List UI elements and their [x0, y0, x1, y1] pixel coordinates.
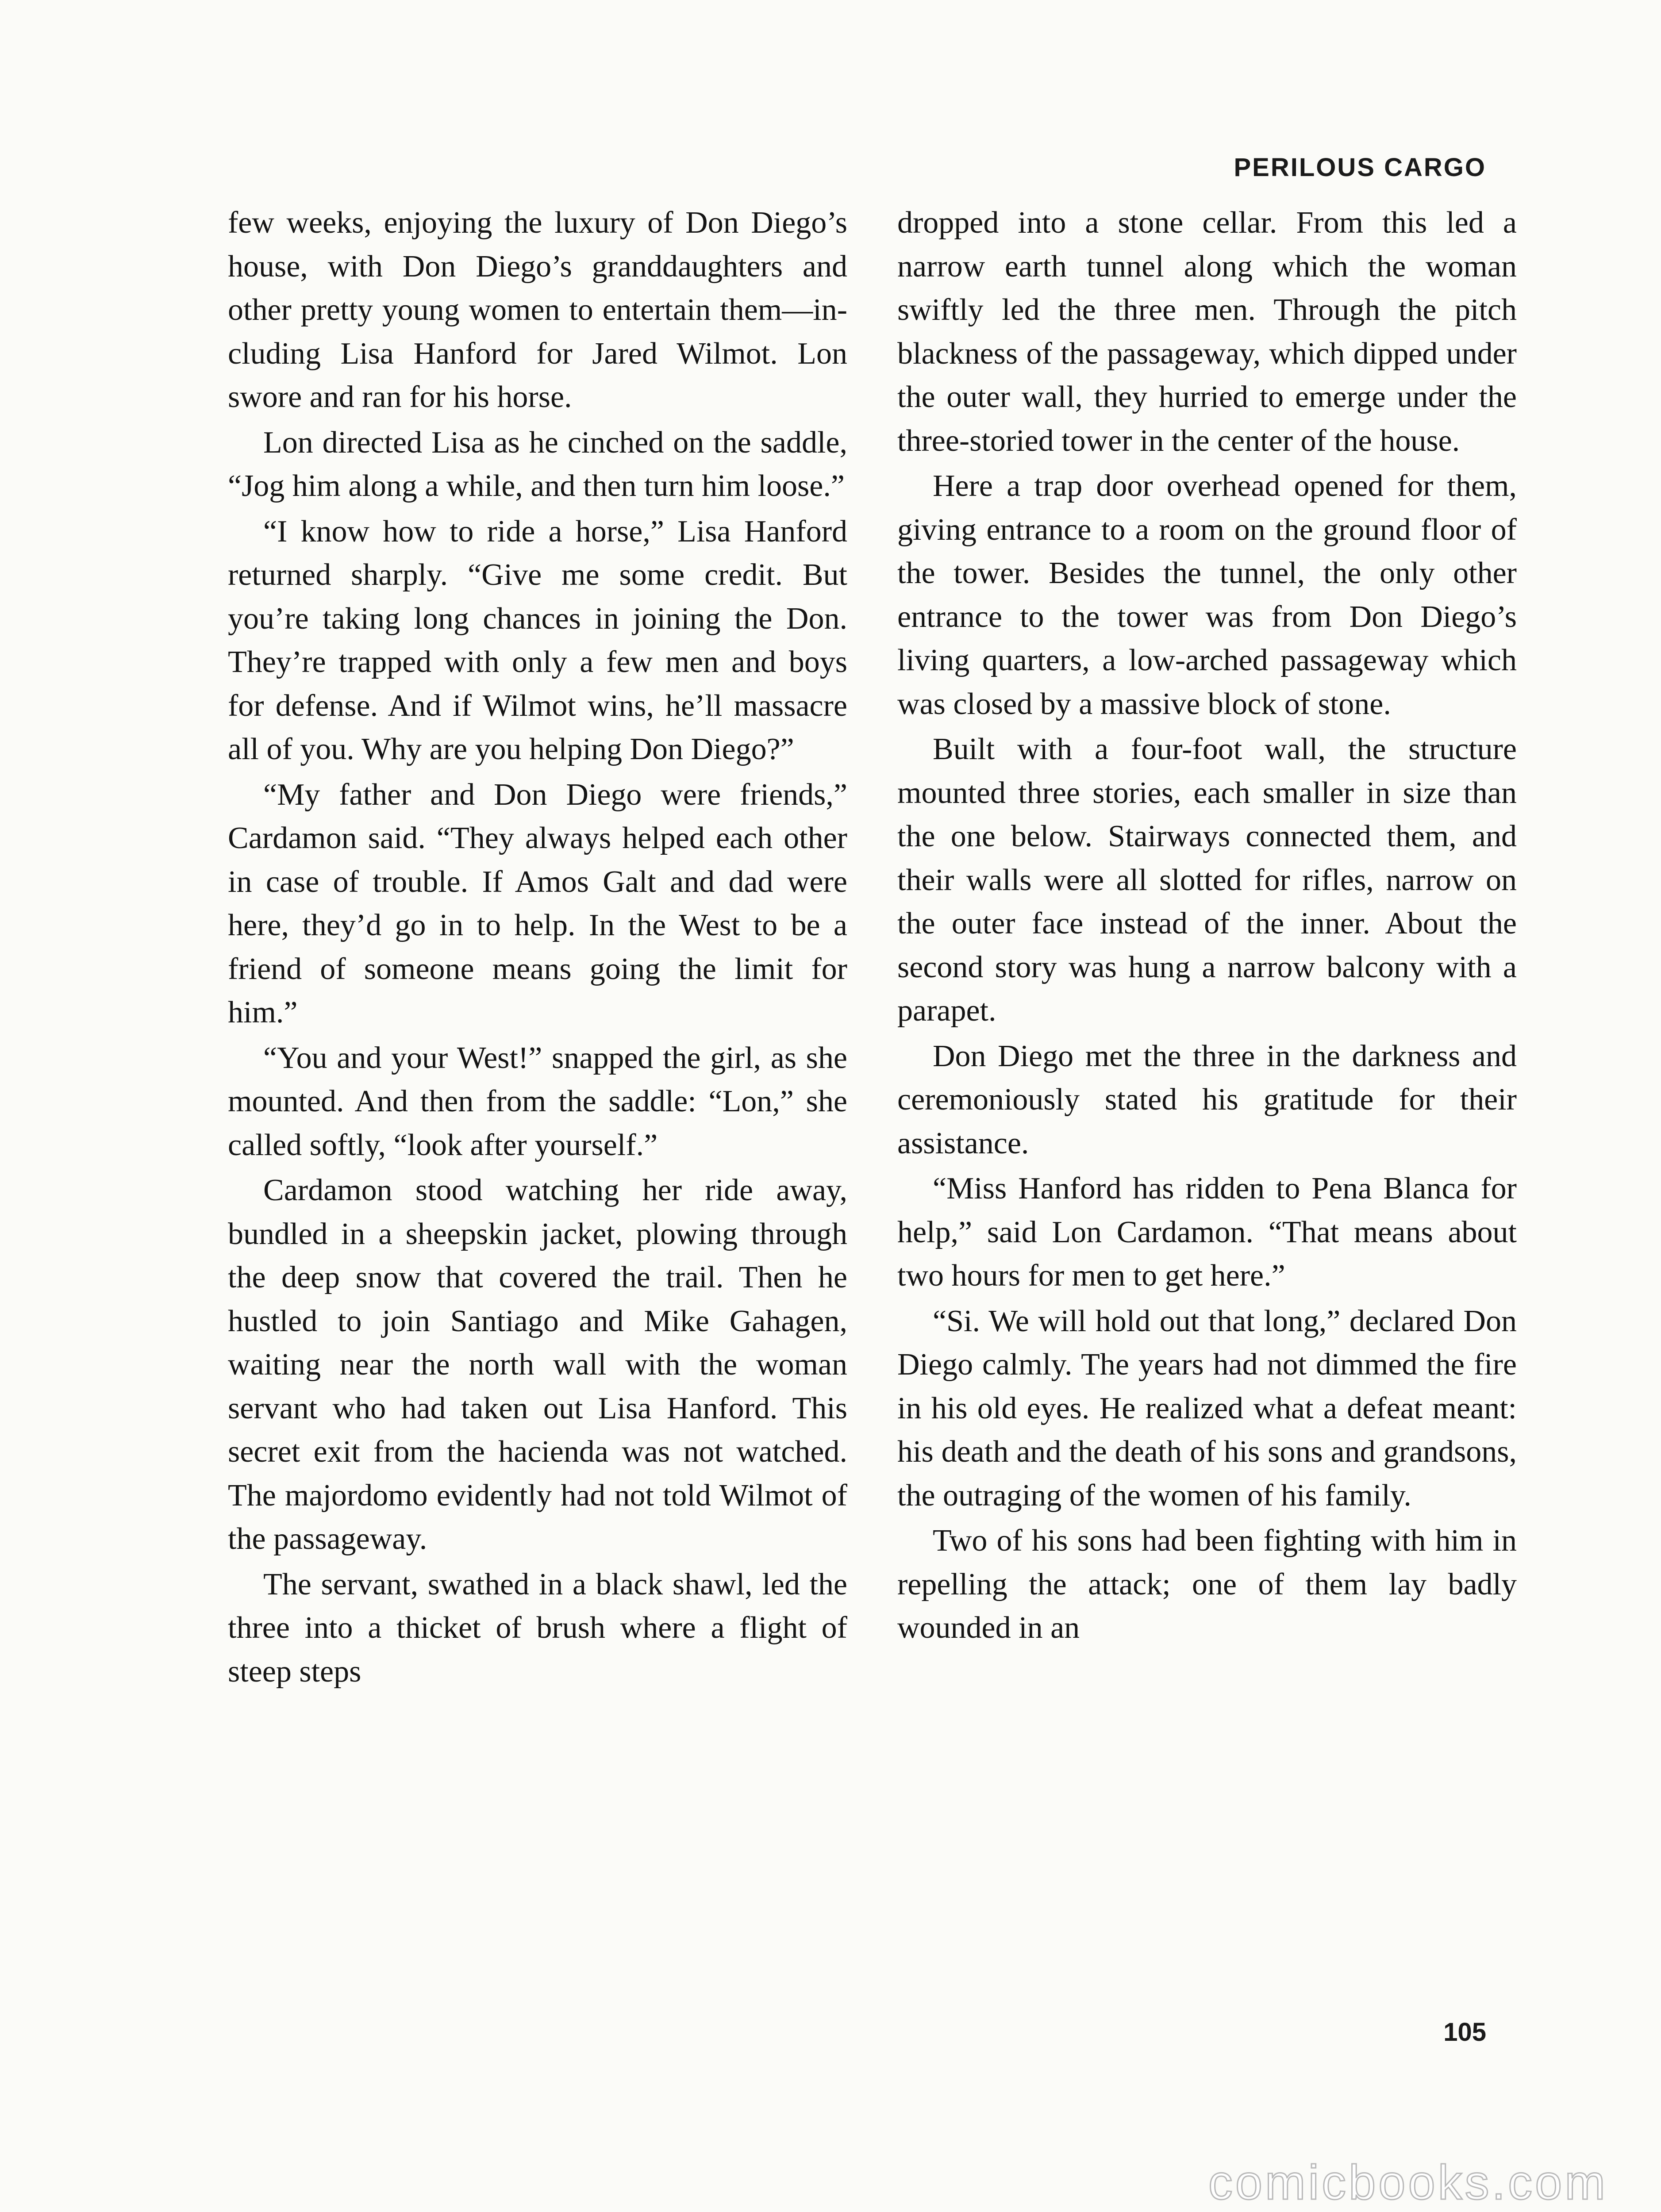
paragraph: “Si. We will hold out that long,” declared Don Diego calmly. The years had not dimmed the fire in his old eyes. He realized what a defeat meant: his death and the death of his sons and grandsons, the outraging of the women of his family.: [897, 1304, 1517, 1513]
paragraph: dropped into a stone cellar. From this led a narrow earth tunnel along which the woman swiftly led the three men. Through the pitch blackness of the passageway, which dipped under the outer wall, they hurried to emerge under the three-storied tower in the center of the house.: [897, 206, 1517, 458]
paragraph: “I know how to ride a horse,” Lisa Hanford returned sharply. “Give me some credit. But you’re taking long chances in joining the Don. They’re trapped with only a few men and boys for defense. And if Wilmot wins, he’ll massacre all of you. Why are you helping Don Diego?”: [228, 514, 847, 766]
paragraph: Here a trap door overhead opened for them, giving entrance to a room on the ground floor of the tower. Besides the tunnel, the only other entrance to the tower was from Don Diego’s living quarters, a low-arched passageway which was closed by a massive block of stone.: [897, 469, 1517, 721]
paragraph: “Miss Hanford has ridden to Pena Blanca for help,” said Lon Cardamon. “That means about two hours for men to get here.”: [897, 1171, 1517, 1293]
paragraph: “My father and Don Diego were friends,” Cardamon said. “They always helped each other in case of trouble. If Amos Galt and dad were here, they’d go in to help. In the West to be a friend of someone means going the limit for him.”: [228, 777, 847, 1029]
watermark: comicbooks.com: [1208, 2155, 1608, 2210]
paragraph: Cardamon stood watching her ride away, bundled in a sheepskin jacket, plowing through the deep snow that covered the trail. Then he hustled to join Santiago and Mike Gahagen, waiting near the north wall with the woman servant who had taken out Lisa Hanford. This secret exit from the hacienda was not watched. The majordomo evidently had not told Wilmot of the passageway.: [228, 1173, 847, 1556]
paragraph: Two of his sons had been fighting with him in repelling the attack; one of them lay badly wounded in an: [897, 1524, 1517, 1645]
paragraph: Lon directed Lisa as he cinched on the saddle, “Jog him along a while, and then turn him loose.”: [228, 425, 847, 503]
right-column: [897, 201, 1517, 1650]
page-number: 105: [1443, 2018, 1486, 2047]
paragraph: The servant, swathed in a black shawl, led the three into a thicket of brush where a flight of steep steps: [228, 1567, 847, 1689]
paragraph: Don Diego met the three in the darkness and ceremoniously stated his gratitude for their assistance.: [897, 1039, 1517, 1160]
running-head: PERILOUS CARGO: [1234, 153, 1486, 182]
paragraph: Built with a four-foot wall, the structure mounted three stories, each smaller in size than the one below. Stairways connected them, and their walls were all slotted for rifles, narrow on the outer face instead of the inner. About the second story was hung a narrow balcony with a parapet.: [897, 732, 1517, 1028]
left-column: [228, 201, 847, 1694]
paragraph: few weeks, enjoying the luxury of Don Diego’s house, with Don Diego’s granddaughters and other pretty young women to entertain them—including Lisa Hanford for Jared Wilmot. Lon swore and ran for his horse.: [228, 206, 847, 414]
paragraph: “You and your West!” snapped the girl, as she mounted. And then from the saddle: “Lon,” she called softly, “look after yourself.”: [228, 1041, 847, 1162]
